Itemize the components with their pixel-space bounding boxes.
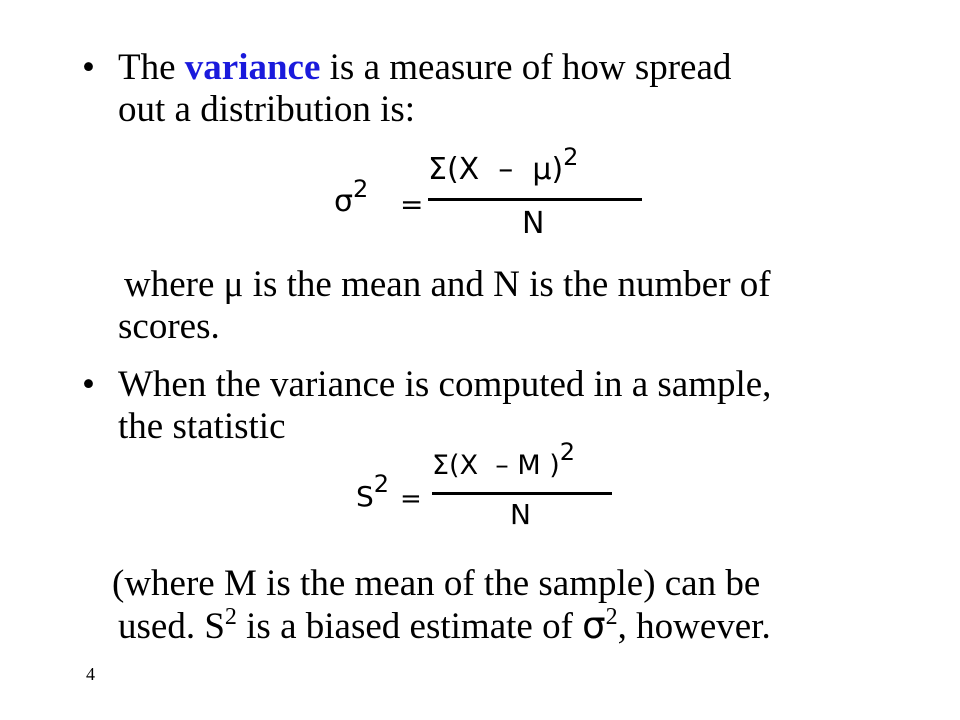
formula-numerator: Σ(X – μ)$^2$ bbox=[428, 143, 579, 187]
bullet-dot: • bbox=[82, 47, 95, 88]
bullet-2-line1: When the variance is computed in a sample, bbox=[118, 364, 772, 405]
formula-denominator: N bbox=[510, 498, 531, 531]
fraction-bar bbox=[428, 198, 642, 201]
bullet-1-prefix: The bbox=[118, 47, 185, 88]
bullet-dot: • bbox=[82, 364, 95, 405]
formula-denominator: N bbox=[522, 206, 545, 241]
bullet-2-text bbox=[118, 364, 938, 448]
bullet-1-line2: out a distribution is: bbox=[118, 89, 416, 130]
slide-number: 4 bbox=[86, 664, 95, 684]
sample-variance-formula bbox=[352, 438, 622, 538]
formula-lhs: $\sigma^2$ bbox=[334, 175, 369, 219]
bullet-1-text bbox=[118, 47, 918, 131]
bullet-1-line1-rest: is a measure of how spread bbox=[320, 47, 732, 88]
sample-note: (where M is the mean of the sample) can be used. $S^2$ is a biased estimate of $\sigma^2$, however. bbox=[112, 563, 771, 647]
highlight-term: variance bbox=[184, 47, 321, 88]
fraction-bar bbox=[432, 492, 612, 495]
formula-lhs: $S^2$ bbox=[356, 470, 390, 513]
bullet-2-line2: the statistic bbox=[118, 406, 286, 447]
formula-equals: = bbox=[400, 188, 424, 221]
formula-equals: = bbox=[400, 484, 422, 514]
population-note: where μ is the mean and N is the number of scores. bbox=[118, 264, 771, 347]
population-variance-formula bbox=[330, 143, 650, 248]
formula-numerator: Σ(X – M )$^2$ bbox=[432, 438, 576, 481]
